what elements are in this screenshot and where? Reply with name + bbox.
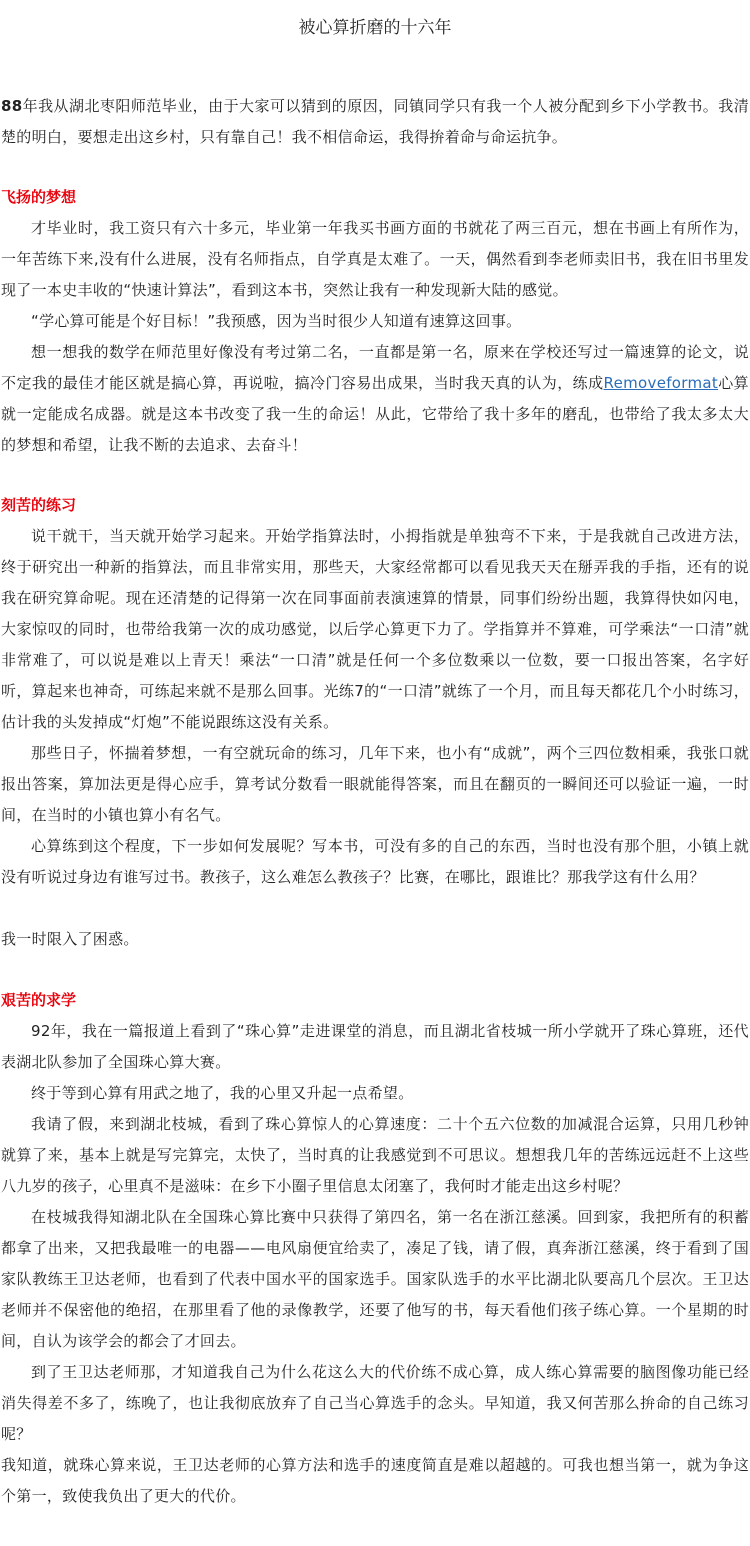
section2-paragraph-3: 心算练到这个程度，下一步如何发展呢？写本书，可没有多的自己的东西，当时也没有那个胆，小镇上就没有听说过身边有谁写过书。教孩子，这么难怎么教孩子？比赛，在哪比，跟谁比？那我学这有什么用？ [1, 837, 749, 886]
section-heading-study: 艰苦的求学 [1, 991, 77, 1009]
section3-paragraph-5: 到了王卫达老师那，才知道我自己为什么花这么大的代价练不成心算，成人练心算需要的脑图像功能已经消失得差不多了，练晚了，也让我彻底放弃了自己当心算选手的念头。早知道，我又何苦那么拚命的自己练习呢？ [1, 1363, 749, 1443]
page-title: 被心算折磨的十六年 [298, 18, 452, 38]
intro-year: 88 [1, 97, 23, 115]
intro-paragraph [1, 91, 749, 153]
section3-paragraph-4: 在枝城我得知湖北队在全国珠心算比赛中只获得了第四名，第一名在浙江慈溪。回到家，我把所有的积蓄都拿了出来，又把我最唯一的电器——电风扇便宜给卖了，凑足了钱，请了假，真奔浙江慈溪，终于看到了国家队教练王卫达老师，也看到了代表中国水平的国家选手。国家队选手的水平比湖北队要高几个层次。王卫达老师并不保密他的绝招，在那里看了他的录像教学，还要了他写的书，每天看他们孩子练心算。一个星期的时间，自认为该学会的都会了才回去。 [1, 1208, 749, 1350]
section1-paragraph-2: “学心算可能是个好目标！”我预感，因为当时很少人知道有速算这回事。 [31, 312, 522, 330]
section-heading-dream: 飞扬的梦想 [1, 188, 77, 206]
section-heading-practice: 刻苦的练习 [1, 496, 77, 514]
section3-paragraph-2: 终于等到心算有用武之地了，我的心里又升起一点希望。 [31, 1084, 414, 1102]
section3-paragraph-1: 92年，我在一篇报道上看到了“珠心算”走进课堂的消息，而且湖北省枝城一所小学就开了珠心算班，还代表湖北队参加了全国珠心算大赛。 [1, 1022, 749, 1071]
section1-p3-before: 想一想我的数学在师范里好像没有考过第二名，一直都是第一名，原来在学校还写过一篇速算的论文，说不定我的最佳才能区就是搞心算，再说啦，搞冷门容易出成果，当时我天真的认为，练成 [1, 343, 749, 392]
intro-text: 年我从湖北枣阳师范毕业，由于大家可以猜到的原因，同镇同学只有我一个人被分配到乡下小学教书。我清楚的明白，要想走出这乡村，只有靠自己！我不相信命运，我得拚着命与命运抗争。 [1, 97, 749, 146]
section1-paragraph-1: 才毕业时，我工资只有六十多元，毕业第一年我买书画方面的书就花了两三百元，想在书画上有所作为，一年苦练下来,没有什么进展，没有名师指点，自学真是太难了。一天，偶然看到李老师卖旧书，我在旧书里发现了一本史丰收的“快速计算法”，看到这本书，突然让我有一种发现新大陆的感觉。 [1, 219, 749, 299]
section2-paragraph-2: 那些日子，怀揣着梦想，一有空就玩命的练习，几年下来，也小有“成就”，两个三四位数相乘，我张口就报出答案，算加法更是得心应手，算考试分数看一眼就能得答案，而且在翻页的一瞬间还可以验证一遍，一时间，在当时的小镇也算小有名气。 [1, 744, 749, 824]
section3-paragraph-6: 我知道，就珠心算来说，王卫达老师的心算方法和选手的速度简直是难以超越的。可我也想当第一，就为争这个第一，致使我负出了更大的代价。 [1, 1456, 749, 1505]
section3-paragraph-3: 我请了假，来到湖北枝城，看到了珠心算惊人的心算速度：二十个五六位数的加减混合运算，只用几秒钟就算了来，基本上就是写完算完，太快了，当时真的让我感觉到不可思议。想想我几年的苦练远远赶不上这些八九岁的孩子，心里真不是滋味：在乡下小圈子里信息太闭塞了，我何时才能走出这乡村呢？ [1, 1115, 749, 1195]
section2-paragraph-4: 我一时限入了困惑。 [1, 930, 139, 948]
removeformat-link[interactable]: Removeformat [603, 374, 719, 392]
section1-paragraph-3 [1, 337, 749, 461]
section2-paragraph-1: 说干就干，当天就开始学习起来。开始学指算法时，小拇指就是单独弯不下来，于是我就自己改进方法，终于研究出一种新的指算法，而且非常实用，那些天，大家经常都可以看见我天天在掰弄我的手指，还有的说我在研究算命呢。现在还清楚的记得第一次在同事面前表演速算的情景，同事们纷纷出题，我算得快如闪电，大家惊叹的同时，也带给我第一次的成功感觉，以后学心算更下力了。学指算并不算难，可学乘法“一口清”就非常难了，可以说是难以上青天！乘法“一口清”就是任何一个多位数乘以一位数，要一口报出答案，名字好听，算起来也神奇，可练起来就不是那么回事。光练7的“一口清”就练了一个月，而且每天都花几个小时练习，估计我的头发掉成“灯炮”不能说跟练这没有关系。 [1, 527, 749, 731]
section1-p3-after: 心算就一定能成名成器。就是这本书改变了我一生的命运！从此，它带给了我十多年的磨乱，也带给了我太多太大的梦想和希望，让我不断的去追求、去奋斗！ [1, 374, 749, 454]
